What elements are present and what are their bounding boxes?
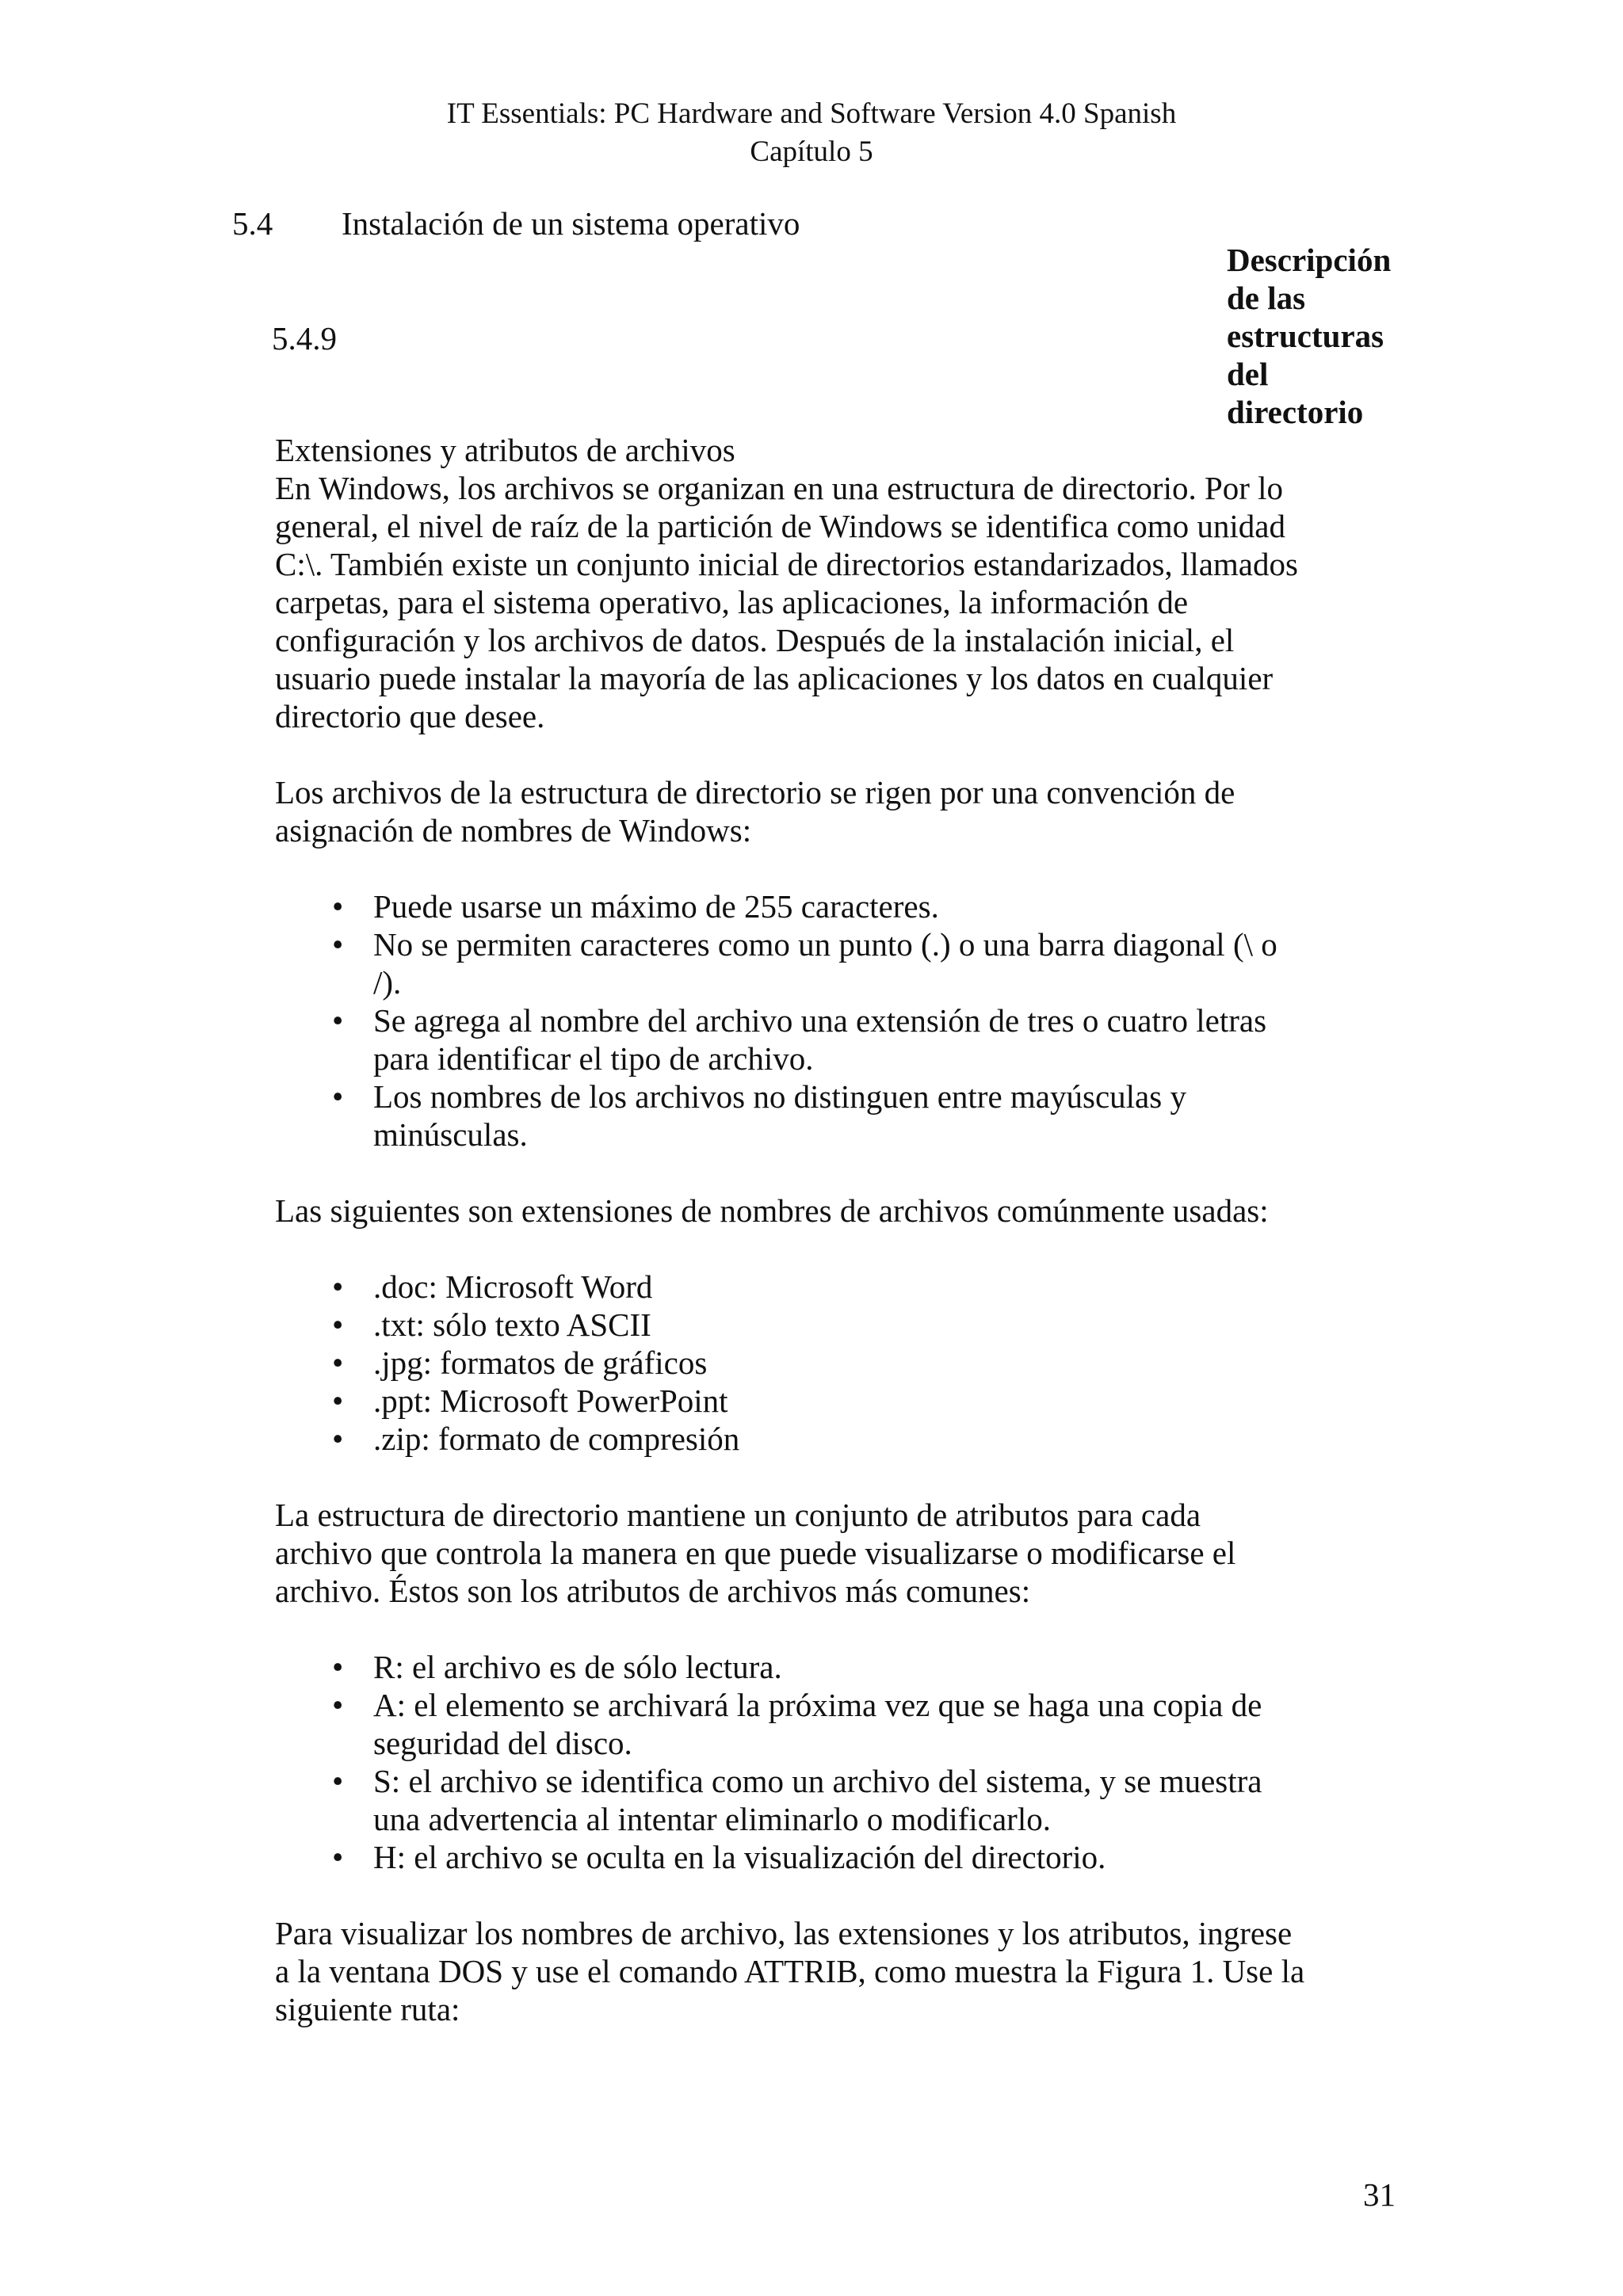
section-title: Instalación de un sistema operativo xyxy=(342,205,800,242)
naming-rules-list xyxy=(275,887,1305,1154)
list-item: • .doc: Microsoft Word xyxy=(275,1268,1305,1306)
list-item: • Se agrega al nombre del archivo una extensión de tres o cuatro letras para identificar el tipo de archivo. xyxy=(275,1001,1305,1077)
extensions-paragraph: Las siguientes son extensiones de nombres de archivos comúnmente usadas: xyxy=(275,1192,1269,1229)
list-item: • R: el archivo es de sólo lectura. xyxy=(275,1648,1305,1686)
list-item: • A: el elemento se archivará la próxima vez que se haga una copia de seguridad del disco. xyxy=(275,1686,1305,1762)
attrib-command-paragraph: Para visualizar los nombres de archivo, las extensiones y los atributos, ingrese a la ventana DOS y use el comando ATTRIB, como muestra la Figura 1. Use la siguiente ruta: xyxy=(275,1915,1305,2027)
body-content xyxy=(275,431,1305,2028)
list-item: • Los nombres de los archivos no distinguen entre mayúsculas y minúsculas. xyxy=(275,1077,1305,1154)
attributes-paragraph: La estructura de directorio mantiene un conjunto de atributos para cada archivo que controla la manera en que puede visualizarse o modificarse el archivo. Éstos son los atributos de archivos más comunes: xyxy=(275,1497,1236,1609)
list-item: • .zip: formato de compresión xyxy=(275,1420,1305,1458)
subsection-title-line: directorio xyxy=(1227,394,1364,430)
list-item: • .txt: sólo texto ASCII xyxy=(275,1306,1305,1344)
naming-convention-paragraph: Los archivos de la estructura de directorio se rigen por una convención de asignación de nombres de Windows: xyxy=(275,774,1235,849)
attributes-list xyxy=(275,1648,1305,1876)
subsection-title-line: de las xyxy=(1227,280,1306,316)
list-item: • H: el archivo se oculta en la visualización del directorio. xyxy=(275,1838,1305,1876)
list-item: • No se permiten caracteres como un punto (.) o una barra diagonal (\ o /). xyxy=(275,925,1305,1001)
subsection-title xyxy=(1227,241,1417,431)
list-item: • .ppt: Microsoft PowerPoint xyxy=(275,1382,1305,1420)
header-course-title: IT Essentials: PC Hardware and Software Version 4.0 Spanish xyxy=(446,97,1177,130)
list-item: • .jpg: formatos de gráficos xyxy=(275,1344,1305,1382)
section-number: 5.4 xyxy=(232,205,273,242)
header-chapter: Capítulo 5 xyxy=(750,135,873,168)
subsection-title-line: del xyxy=(1227,356,1269,392)
extensions-list xyxy=(275,1268,1305,1458)
subsection-title-line: Descripción xyxy=(1227,242,1392,278)
subsection-number: 5.4.9 xyxy=(272,320,337,357)
page-number: 31 xyxy=(1363,2176,1396,2213)
page-header xyxy=(0,95,1623,171)
section-heading xyxy=(232,204,800,242)
topic-title: Extensiones y atributos de archivos xyxy=(275,432,735,468)
intro-paragraph: En Windows, los archivos se organizan en una estructura de directorio. Por lo general, el nivel de raíz de la partición de Windows se identifica como unidad C:\. También existe un conjunto inicial de directorios estandarizados, llamados carpetas, para el sistema operativo, las aplicaciones, la información de configuración y los archivos de datos. Después de la instalación inicial, el usuario puede instalar la mayoría de las aplicaciones y los datos en cualquier directorio que desee. xyxy=(275,470,1298,734)
list-item: • Puede usarse un máximo de 255 caracteres. xyxy=(275,887,1305,925)
list-item: • S: el archivo se identifica como un archivo del sistema, y se muestra una advertencia al intentar eliminarlo o modificarlo. xyxy=(275,1762,1305,1838)
subsection-title-line: estructuras xyxy=(1227,318,1384,354)
